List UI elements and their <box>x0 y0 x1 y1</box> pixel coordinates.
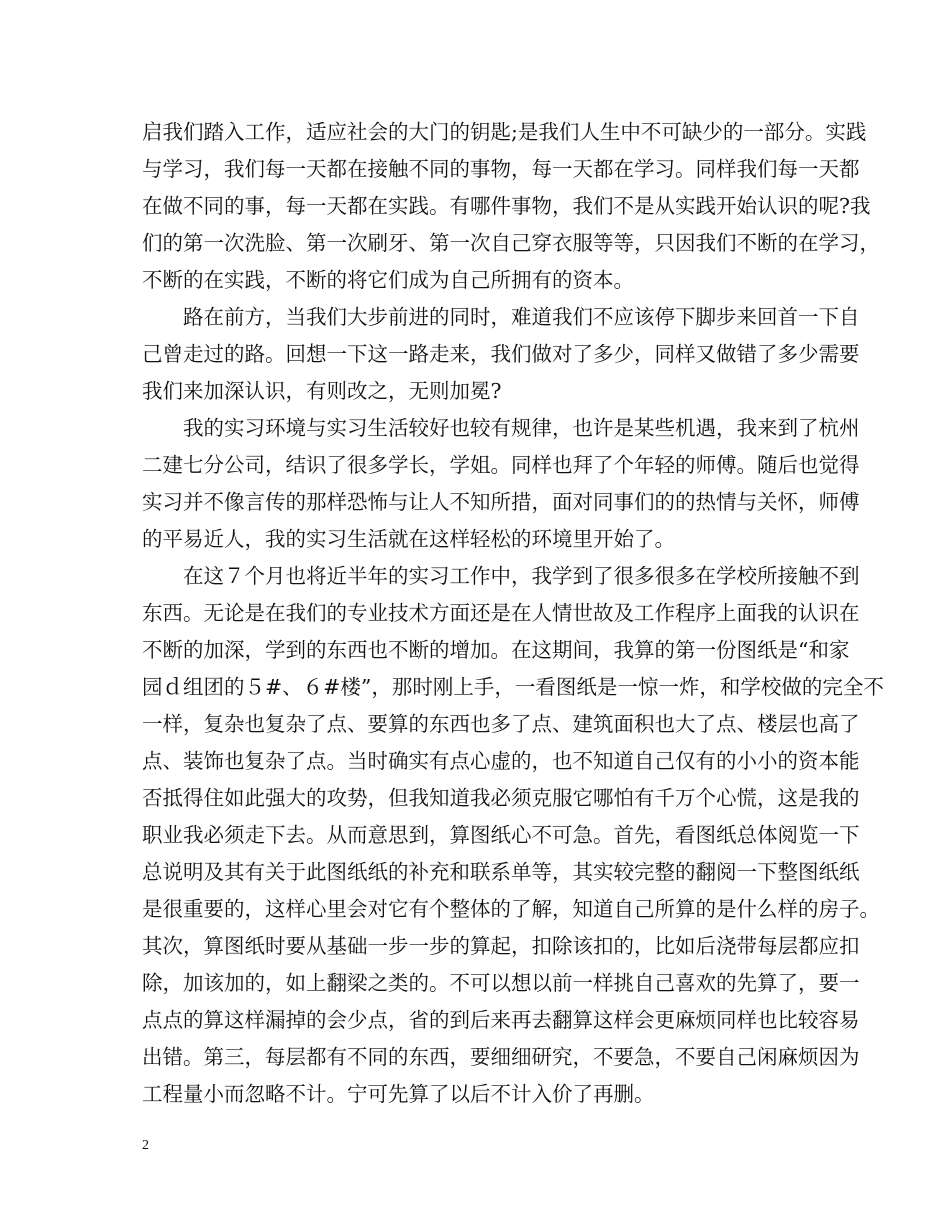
paragraph-1 <box>142 114 880 299</box>
page-number: 2 <box>142 1138 149 1153</box>
text-line: 点点的算这样漏掉的会少点，省的到后来再去翻算这样会更麻烦同样也比较容易 <box>142 1008 860 1032</box>
text-line: 与学习，我们每一天都在接触不同的事物，每一天都在学习。同样我们每一天都 <box>142 157 860 181</box>
text-line: 总说明及其有关于此图纸纸的补充和联系单等，其实较完整的翻阅一下整图纸纸 <box>142 860 860 884</box>
text-line: 点、装饰也复杂了点。当时确实有点心虚的，也不知道自己仅有的小小的资本能 <box>142 749 860 773</box>
text-line: 们的第一次洗脸、第一次刷牙、第一次自己穿衣服等等，只因我们不断的在学习， <box>142 231 880 255</box>
text-line: 在做不同的事，每一天都在实践。有哪件事物，我们不是从实践开始认识的呢?我 <box>142 194 871 218</box>
text-line: 路在前方，当我们大步前进的同时，难道我们不应该停下脚步来回首一下自 <box>183 305 860 329</box>
text-line: 在这７个月也将近半年的实习工作中，我学到了很多很多在学校所接触不到 <box>183 564 860 588</box>
text-line: 职业我必须走下去。从而意思到，算图纸心不可急。首先，看图纸总体阅览一下 <box>142 823 860 847</box>
text-line: 我们来加深认识，有则改之，无则加冕? <box>142 379 502 403</box>
text-line: 否抵得住如此强大的攻势，但我知道我必须克服它哪怕有千万个心慌，这是我的 <box>142 786 860 810</box>
text-line: 是很重要的，这样心里会对它有个整体的了解，知道自己所算的是什么样的房子。 <box>142 897 880 921</box>
text-line: 其次，算图纸时要从基础一步一步的算起，扣除该扣的，比如后浇带每层都应扣 <box>142 934 860 958</box>
text-line: 出错。第三，每层都有不同的东西，要细细研究，不要急，不要自己闲麻烦因为 <box>142 1045 860 1069</box>
text-line: 不断的在实践，不断的将它们成为自己所拥有的资本。 <box>142 268 634 292</box>
paragraph-3 <box>142 410 860 558</box>
text-line: 一样，复杂也复杂了点、要算的东西也多了点、建筑面积也大了点、楼层也高了 <box>142 712 860 736</box>
text-line: 东西。无论是在我们的专业技术方面还是在人情世故及工作程序上面我的认识在 <box>142 601 860 625</box>
text-line: 除，加该加的，如上翻梁之类的。不可以想以前一样挑自己喜欢的先算了，要一 <box>142 971 860 995</box>
text-line: 二建七分公司，结识了很多学长，学姐。同样也拜了个年轻的师傅。随后也觉得 <box>142 453 860 477</box>
text-line: 我的实习环境与实习生活较好也较有规律，也许是某些机遇，我来到了杭州 <box>183 416 860 440</box>
text-line: 的平易近人，我的实习生活就在这样轻松的环境里开始了。 <box>142 527 675 551</box>
text-line: 实习并不像言传的那样恐怖与让人不知所措，面对同事们的的热情与关怀，师傅 <box>142 490 860 514</box>
text-line: 园ｄ组团的５#、６#楼”，那时刚上手，一看图纸是一惊一炸，和学校做的完全不 <box>142 675 884 699</box>
paragraph-2 <box>142 299 860 410</box>
document-body <box>142 114 884 1113</box>
text-line: 工程量小而忽略不计。宁可先算了以后不计入价了再删。 <box>142 1082 655 1106</box>
text-line: 启我们踏入工作，适应社会的大门的钥匙;是我们人生中不可缺少的一部分。实践 <box>142 120 867 144</box>
text-line: 己曾走过的路。回想一下这一路走来，我们做对了多少，同样又做错了多少需要 <box>142 342 860 366</box>
text-line: 不断的加深，学到的东西也不断的增加。在这期间，我算的第一份图纸是“和家 <box>142 638 850 662</box>
paragraph-4 <box>142 558 884 1113</box>
